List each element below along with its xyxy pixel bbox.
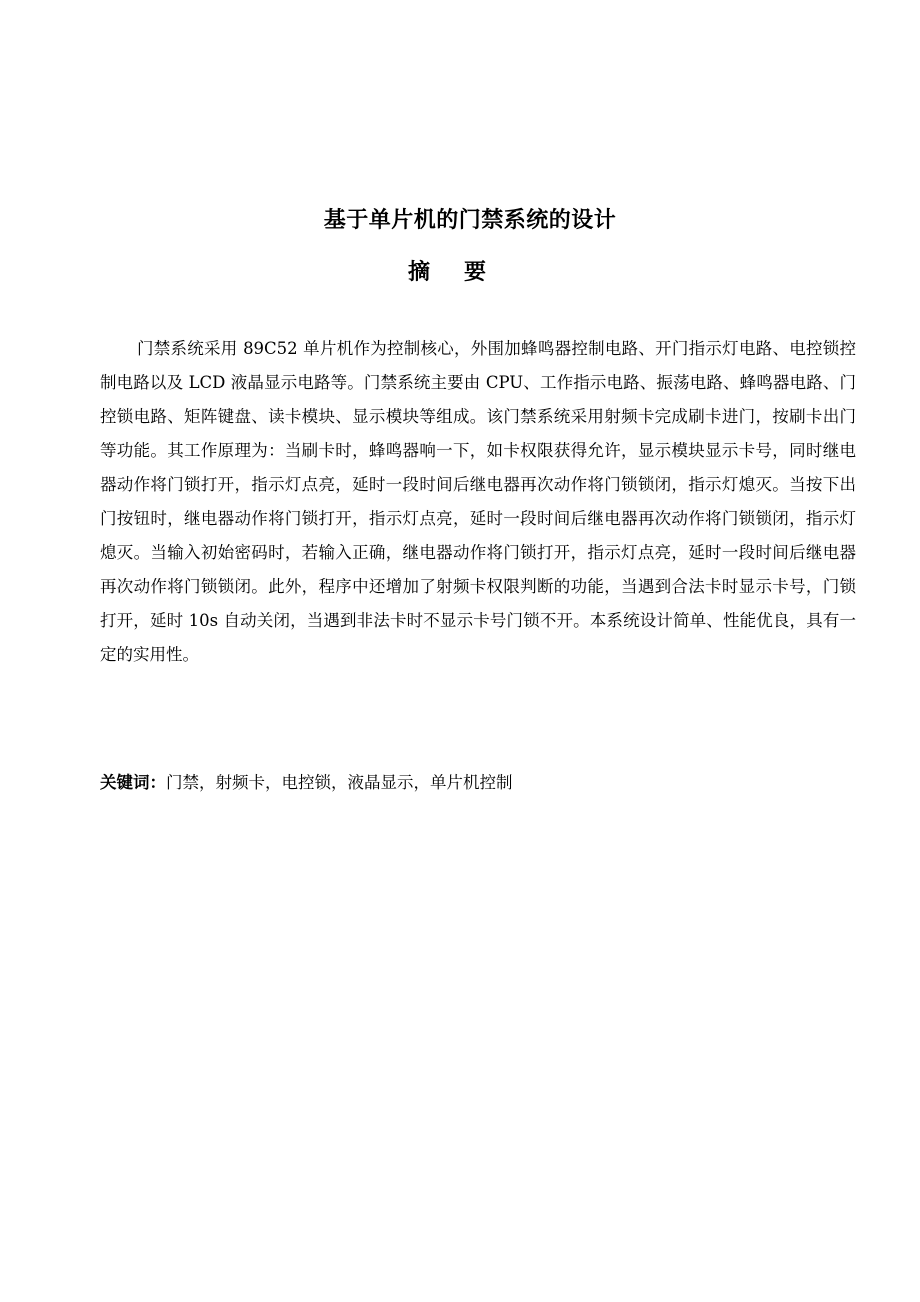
abstract-heading: 摘要 — [407, 260, 520, 285]
keywords-line — [100, 766, 856, 800]
document-title: 基于单片机的门禁系统的设计 — [323, 208, 617, 233]
abstract-paragraph: 门禁系统采用 89C52 单片机作为控制核心，外围加蜂鸣器控制电路、开门指示灯电路、电控锁控制电路以及 LCD 液晶显示电路等。门禁系统主要由 CPU、工作指示电路、振荡电路、蜂鸣器电路、门控锁电路、矩阵键盘、读卡模块、显示模块等组成。该门禁系统采用射频卡完成刷卡进门，按刷卡出门等功能。其工作原理为：当刷卡时，蜂鸣器响一下，如卡权限获得允许，显示模块显示卡号，同时继电器动作将门锁打开，指示灯点亮，延时一段时间后继电器再次动作将门锁锁闭，指示灯熄灭。当按下出门按钮时，继电器动作将门锁打开，指示灯点亮，延时一段时间后继电器再次动作将门锁锁闭，指示灯熄灭。当输入初始密码时，若输入正确，继电器动作将门锁打开，指示灯点亮，延时一段时间后继电器再次动作将门锁锁闭。此外，程序中还增加了射频卡权限判断的功能，当遇到合法卡时显示卡号，门锁打开，延时 10s 自动关闭，当遇到非法卡时不显示卡号门锁不开。本系统设计简单、性能优良，具有一定的实用性。 — [100, 339, 856, 664]
keywords-text: 门禁，射频卡，电控锁，液晶显示，单片机控制 — [166, 773, 513, 792]
keywords-label: 关键词： — [100, 773, 166, 792]
